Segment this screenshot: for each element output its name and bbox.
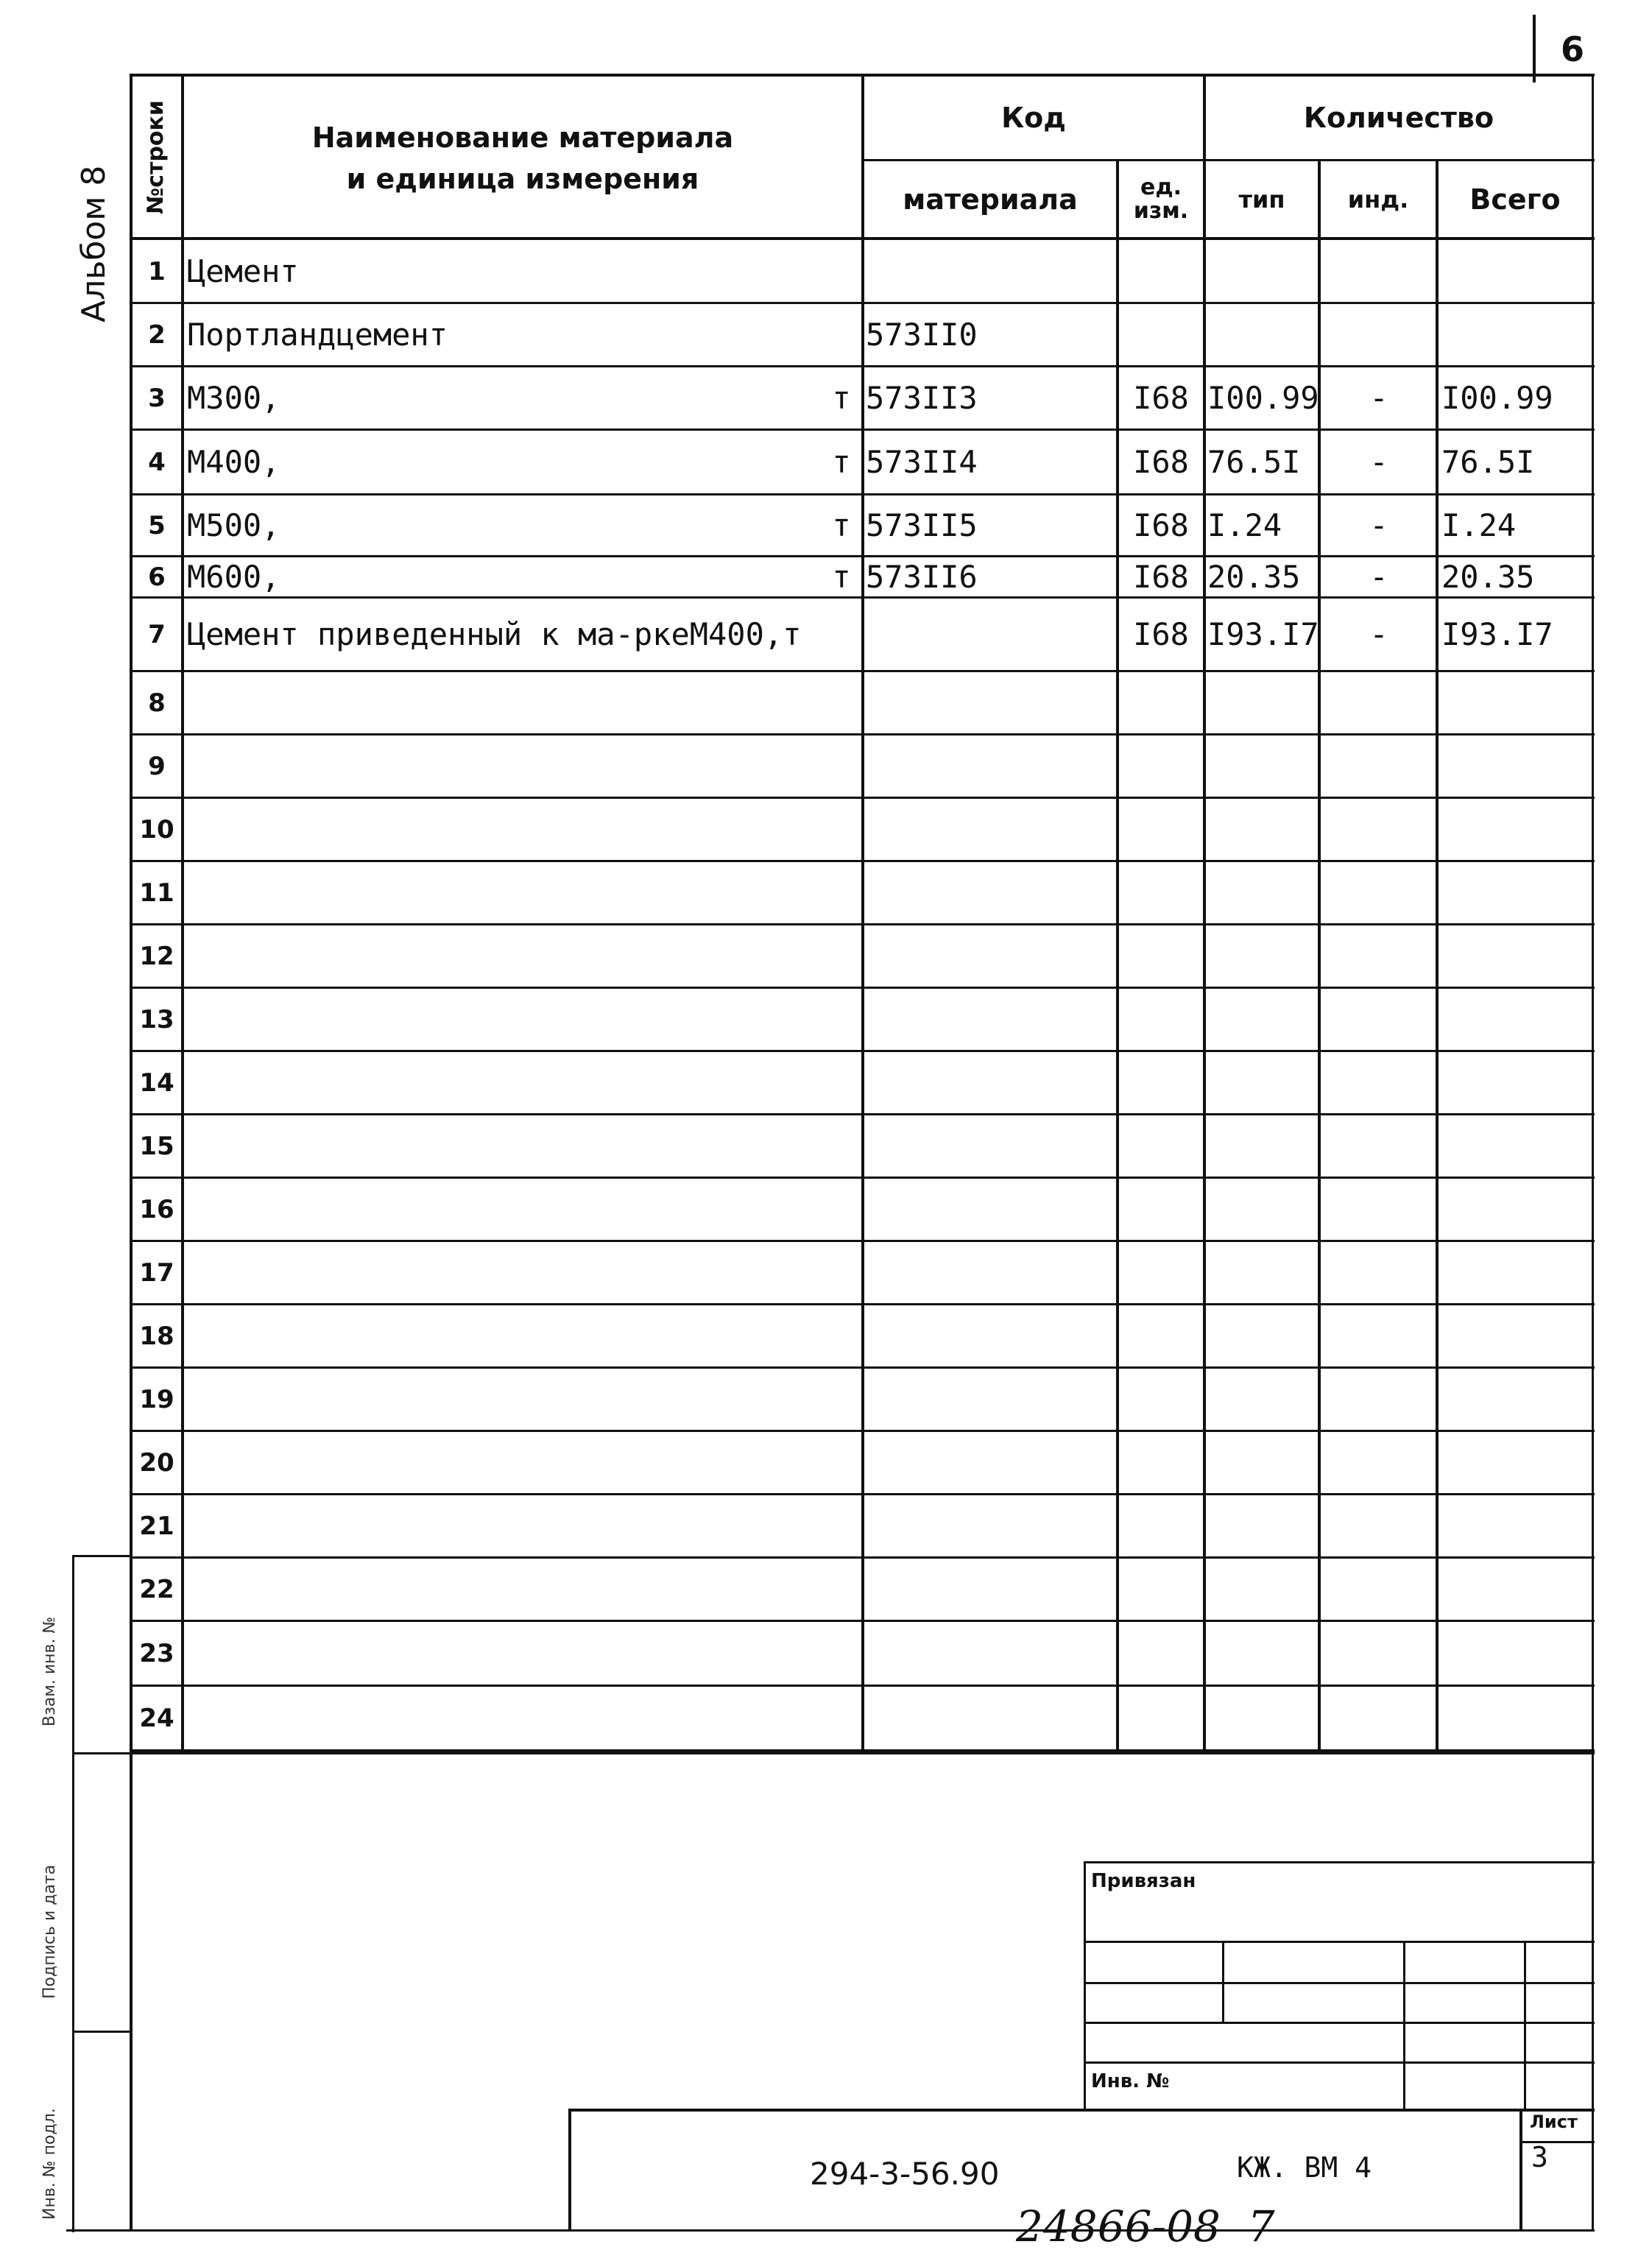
material-name <box>187 1495 835 1558</box>
qty-type <box>1207 1241 1316 1305</box>
unit-code <box>1122 798 1200 861</box>
unit-code <box>1122 1051 1200 1115</box>
qty-ind <box>1324 1431 1434 1495</box>
material-code <box>866 988 1113 1051</box>
qty-type <box>1207 988 1316 1051</box>
qty-type: I93.I7 <box>1207 616 1319 652</box>
qty-total <box>1441 1558 1589 1621</box>
header-code-material: материала <box>903 183 1078 216</box>
material-code <box>866 798 1113 861</box>
stamp-sheet-divider <box>1519 2109 1522 2231</box>
qty-total <box>1441 1621 1589 1686</box>
qty-total <box>1441 1686 1589 1751</box>
material-name <box>187 1305 835 1368</box>
material-name: М300, <box>187 380 280 416</box>
unit-code <box>1122 1115 1200 1178</box>
qty-total <box>1441 303 1589 367</box>
material-name <box>187 1558 835 1621</box>
qty-type <box>1207 303 1316 367</box>
qty-total <box>1441 861 1589 925</box>
material-name <box>187 1178 835 1241</box>
unit-mark <box>825 1558 858 1621</box>
material-name <box>187 1051 835 1115</box>
table-row <box>0 430 1652 495</box>
unit-code: I68 <box>1133 380 1189 416</box>
qty-ind <box>1324 1115 1434 1178</box>
row-number: 6 <box>148 562 166 592</box>
qty-ind <box>1324 1495 1434 1558</box>
unit-code: I68 <box>1133 616 1189 652</box>
unit-mark: т <box>832 444 851 480</box>
table-row <box>0 367 1652 430</box>
material-code: 573II3 <box>866 380 978 416</box>
unit-code <box>1122 1305 1200 1368</box>
material-code <box>866 1686 1113 1751</box>
unit-mark <box>825 925 858 988</box>
qty-type <box>1207 1621 1316 1686</box>
qty-total <box>1441 240 1589 303</box>
qty-total: 20.35 <box>1441 559 1535 595</box>
qty-ind <box>1324 925 1434 988</box>
unit-mark: т <box>832 380 851 416</box>
qty-total <box>1441 798 1589 861</box>
stamp-grid-col-3 <box>1524 1941 1526 2110</box>
table-row <box>0 1368 1652 1431</box>
stamp-grid-line-1 <box>1084 1941 1595 1943</box>
material-name <box>187 1621 835 1686</box>
qty-type <box>1207 1368 1316 1431</box>
qty-ind <box>1324 735 1434 798</box>
header-qty-type: тип <box>1238 186 1285 214</box>
material-code <box>866 1178 1113 1241</box>
material-name <box>187 1431 835 1495</box>
row-number: 12 <box>139 942 174 971</box>
unit-mark <box>825 1178 858 1241</box>
qty-ind <box>1324 1178 1434 1241</box>
table-row <box>0 1621 1652 1686</box>
stamp-grid-line-3 <box>1084 2022 1595 2024</box>
qty-total <box>1441 1368 1589 1431</box>
material-code <box>866 925 1113 988</box>
qty-ind <box>1324 1051 1434 1115</box>
table-row <box>0 1558 1652 1621</box>
unit-mark <box>825 798 858 861</box>
qty-ind: - <box>1369 380 1388 416</box>
side-field-bottom-border <box>66 2229 1595 2232</box>
table-row <box>0 671 1652 735</box>
row-number: 20 <box>139 1448 174 1478</box>
footer-number: 24866-08 7 <box>1016 2201 1275 2251</box>
row-number: 15 <box>139 1132 174 1161</box>
qty-total <box>1441 988 1589 1051</box>
stamp-inv-label: Инв. № <box>1091 2070 1170 2092</box>
qty-type <box>1207 798 1316 861</box>
header-qty-total: Всего <box>1469 183 1561 216</box>
qty-total: I93.I7 <box>1441 616 1553 652</box>
table-row <box>0 1686 1652 1751</box>
row-number: 23 <box>139 1639 174 1668</box>
unit-code <box>1122 1241 1200 1305</box>
qty-type <box>1207 1051 1316 1115</box>
qty-total: 76.5I <box>1441 444 1535 480</box>
stamp-attached-left <box>1084 1861 1086 2112</box>
unit-mark <box>825 1621 858 1686</box>
table-row <box>0 798 1652 861</box>
table-row <box>0 598 1652 671</box>
material-code <box>866 1431 1113 1495</box>
material-name: Цемент <box>187 253 299 289</box>
stamp-grid-line-4 <box>1084 2061 1595 2064</box>
table-row <box>0 240 1652 303</box>
material-code <box>866 1368 1113 1431</box>
material-name: М400, <box>187 444 280 480</box>
material-code <box>866 735 1113 798</box>
header-row-number: №строки <box>142 99 169 214</box>
material-code <box>866 671 1113 735</box>
qty-type: 76.5I <box>1207 444 1301 480</box>
qty-ind: - <box>1369 559 1388 595</box>
qty-type: I.24 <box>1207 507 1282 543</box>
table-row <box>0 925 1652 988</box>
material-name <box>187 1115 835 1178</box>
row-number: 14 <box>139 1068 174 1098</box>
stamp-grid-line-2 <box>1084 1982 1595 1984</box>
header-qty-ind: инд. <box>1347 186 1409 214</box>
material-code <box>866 1558 1113 1621</box>
qty-total: I00.99 <box>1441 380 1553 416</box>
right-edge-line <box>1592 1751 1594 2229</box>
row-number: 24 <box>139 1704 174 1733</box>
table-row <box>0 1495 1652 1558</box>
unit-mark <box>825 861 858 925</box>
material-name: М500, <box>187 507 280 543</box>
row-number: 13 <box>139 1005 174 1034</box>
stamp-main-left <box>568 2109 571 2231</box>
side-field-replace-inv: Взам. инв. № <box>40 1616 59 1726</box>
unit-mark: т <box>832 507 851 543</box>
unit-code <box>1122 1558 1200 1621</box>
stamp-sheet-number: 3 <box>1531 2141 1548 2173</box>
unit-code: I68 <box>1133 444 1189 480</box>
material-code <box>866 1621 1113 1686</box>
qty-type <box>1207 861 1316 925</box>
material-name <box>187 1686 835 1751</box>
qty-type: 20.35 <box>1207 559 1301 595</box>
unit-code <box>1122 1368 1200 1431</box>
row-number: 1 <box>148 257 166 286</box>
qty-type: I00.99 <box>1207 380 1319 416</box>
qty-ind <box>1324 861 1434 925</box>
side-field-divider-1 <box>72 1752 131 1754</box>
qty-type <box>1207 1558 1316 1621</box>
table-row <box>0 1115 1652 1178</box>
qty-ind <box>1324 1241 1434 1305</box>
table-row <box>0 1241 1652 1305</box>
material-code: 573II5 <box>866 507 978 543</box>
unit-code <box>1122 925 1200 988</box>
unit-code <box>1122 240 1200 303</box>
table-row <box>0 988 1652 1051</box>
material-code <box>866 1115 1113 1178</box>
row-number: 22 <box>139 1575 174 1604</box>
unit-mark <box>825 303 858 367</box>
material-name: М600, <box>187 559 280 595</box>
qty-ind <box>1324 240 1434 303</box>
row-number: 3 <box>148 384 166 413</box>
qty-type <box>1207 1431 1316 1495</box>
material-code <box>866 1051 1113 1115</box>
unit-code <box>1122 303 1200 367</box>
header-subdivider <box>861 159 1595 161</box>
unit-code <box>1122 1686 1200 1751</box>
qty-ind <box>1324 671 1434 735</box>
row-number: 10 <box>139 815 174 844</box>
qty-ind <box>1324 1368 1434 1431</box>
unit-mark <box>825 1051 858 1115</box>
qty-ind <box>1324 1621 1434 1686</box>
header-code-group: Код <box>1001 102 1066 134</box>
unit-code: I68 <box>1133 507 1189 543</box>
material-code: 573II0 <box>866 317 978 353</box>
row-number: 17 <box>139 1258 174 1288</box>
unit-mark <box>825 1368 858 1431</box>
side-field-divider-2 <box>72 2031 131 2033</box>
table-row <box>0 495 1652 557</box>
side-field-line-outer <box>72 1555 74 2232</box>
material-name <box>187 1368 835 1431</box>
qty-type <box>1207 1686 1316 1751</box>
side-field-signature-date: Подпись и дата <box>40 1864 59 1999</box>
qty-type <box>1207 1495 1316 1558</box>
unit-mark <box>825 240 858 303</box>
unit-mark <box>825 735 858 798</box>
material-name: Портландцемент <box>187 317 448 353</box>
material-name <box>187 735 835 798</box>
qty-total <box>1441 1241 1589 1305</box>
header-qty-group: Количество <box>1303 102 1494 134</box>
material-code: 573II4 <box>866 444 978 480</box>
side-field-top-border <box>72 1555 131 1557</box>
material-name <box>187 925 835 988</box>
row-number: 9 <box>148 752 166 781</box>
qty-ind: - <box>1369 507 1388 543</box>
row-number: 19 <box>139 1385 174 1414</box>
material-name <box>187 1241 835 1305</box>
qty-ind <box>1324 798 1434 861</box>
material-code <box>866 1241 1113 1305</box>
qty-total <box>1441 1431 1589 1495</box>
unit-code <box>1122 1621 1200 1686</box>
qty-ind <box>1324 1686 1434 1751</box>
unit-mark <box>825 1431 858 1495</box>
side-field-original-inv: Инв. № подл. <box>40 2108 59 2220</box>
row-number: 2 <box>148 320 166 350</box>
unit-code <box>1122 1178 1200 1241</box>
qty-total <box>1441 1115 1589 1178</box>
unit-mark <box>825 671 858 735</box>
material-code <box>866 861 1113 925</box>
qty-type <box>1207 925 1316 988</box>
row-number: 11 <box>139 878 174 908</box>
qty-total: I.24 <box>1441 507 1517 543</box>
qty-type <box>1207 1305 1316 1368</box>
unit-mark <box>825 598 858 671</box>
row-number: 7 <box>148 620 166 649</box>
page-number: 6 <box>1561 29 1585 69</box>
qty-total <box>1441 1178 1589 1241</box>
material-name <box>187 988 835 1051</box>
unit-mark <box>825 1305 858 1368</box>
unit-code <box>1122 1431 1200 1495</box>
stamp-sheet-label: Лист <box>1530 2112 1578 2132</box>
qty-total <box>1441 1051 1589 1115</box>
header-material-name: Наименование материала и единица измерения <box>311 121 734 195</box>
stamp-main-top <box>568 2109 1595 2112</box>
material-name <box>187 861 835 925</box>
row-number: 21 <box>139 1512 174 1541</box>
unit-code: I68 <box>1133 559 1189 595</box>
material-code <box>866 240 1113 303</box>
stamp-grid-col-2 <box>1403 1941 1405 2110</box>
table-row <box>0 303 1652 367</box>
row-number: 16 <box>139 1195 174 1224</box>
stamp-grid-col-1 <box>1222 1941 1224 2022</box>
unit-mark: т <box>832 559 851 595</box>
unit-code <box>1122 735 1200 798</box>
stamp-doc-code: 294-3-56.90 <box>810 2156 1000 2192</box>
qty-type <box>1207 240 1316 303</box>
qty-ind <box>1324 1558 1434 1621</box>
qty-total <box>1441 1495 1589 1558</box>
table-row <box>0 557 1652 598</box>
unit-mark <box>825 988 858 1051</box>
table-row <box>0 1305 1652 1368</box>
qty-total <box>1441 671 1589 735</box>
qty-total <box>1441 1305 1589 1368</box>
row-number: 8 <box>148 688 166 718</box>
qty-type <box>1207 1115 1316 1178</box>
row-number: 5 <box>148 511 166 540</box>
table-row <box>0 735 1652 798</box>
header-code-unit: ед. изм. <box>1133 174 1189 224</box>
unit-mark <box>825 1241 858 1305</box>
qty-total <box>1441 735 1589 798</box>
page-number-divider <box>1533 15 1536 82</box>
unit-code <box>1122 988 1200 1051</box>
stamp-attached-label: Привязан <box>1091 1870 1196 1892</box>
album-label: Альбом 8 <box>75 165 113 322</box>
stamp-doc-mark: КЖ. ВМ 4 <box>1237 2151 1372 2184</box>
table-row <box>0 1178 1652 1241</box>
unit-code <box>1122 861 1200 925</box>
table-row <box>0 1051 1652 1115</box>
material-code <box>866 598 1113 671</box>
material-name <box>187 798 835 861</box>
qty-ind <box>1324 1305 1434 1368</box>
material-code: 573II6 <box>866 559 978 595</box>
material-code <box>866 1305 1113 1368</box>
qty-ind: - <box>1369 616 1388 652</box>
stamp-attached-top <box>1084 1861 1595 1863</box>
unit-mark <box>825 1686 858 1751</box>
unit-code <box>1122 1495 1200 1558</box>
material-name <box>187 671 835 735</box>
qty-ind <box>1324 988 1434 1051</box>
qty-type <box>1207 735 1316 798</box>
table-row <box>0 861 1652 925</box>
qty-type <box>1207 1178 1316 1241</box>
qty-ind <box>1324 303 1434 367</box>
unit-mark <box>825 1115 858 1178</box>
unit-mark <box>825 1495 858 1558</box>
unit-code <box>1122 671 1200 735</box>
qty-ind: - <box>1369 444 1388 480</box>
material-name: Цемент приведенный к ма-ркеМ400,т <box>187 616 802 652</box>
qty-total <box>1441 925 1589 988</box>
row-number: 18 <box>139 1322 174 1351</box>
row-number: 4 <box>148 448 166 477</box>
material-code <box>866 1495 1113 1558</box>
table-row <box>0 1431 1652 1495</box>
qty-type <box>1207 671 1316 735</box>
